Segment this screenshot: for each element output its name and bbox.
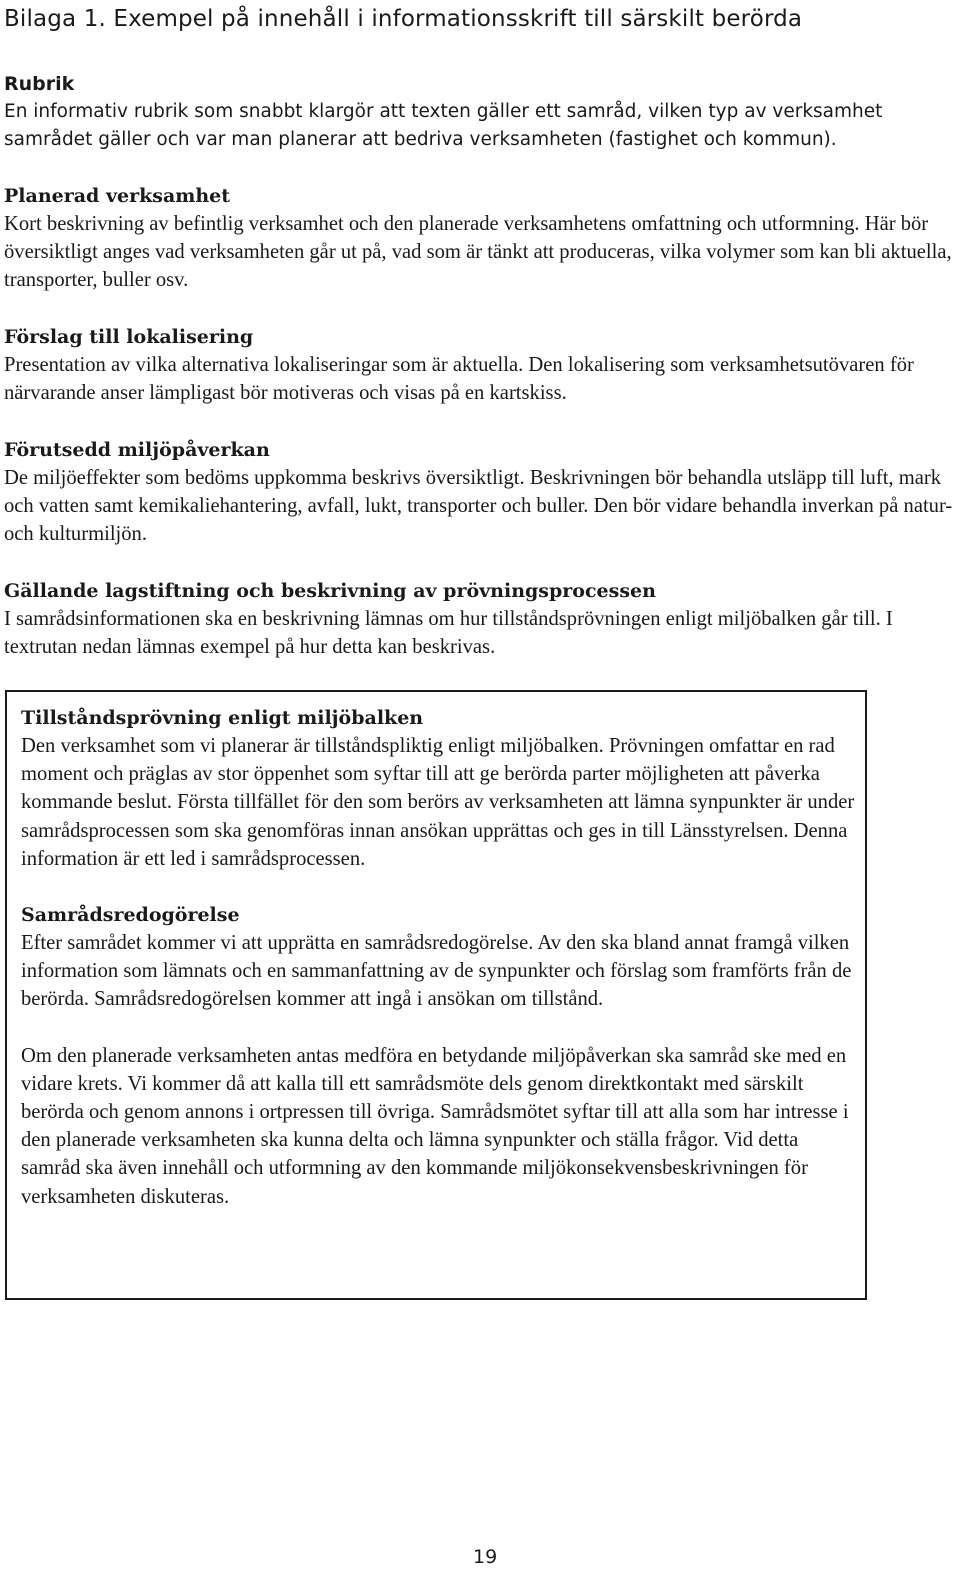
box-text: Den verksamhet som vi planerar är tillståndspliktig enligt miljöbalken. Prövningen omfattar en rad moment och präglas av stor öppenhet som syftar till att ge berörda parter möjligheten att påverka kommande beslut. Första tillfället för den som berörs av verksamheten att lämna synpunkter är under samrådsprocessen som ska genomföras innan ansökan upprättas och ges in till Länsstyrelsen. Denna information är ett led i samrådsprocessen. (21, 735, 855, 870)
section-forutsedd-miljopaverkan (4, 436, 954, 549)
box-heading: Samrådsredogörelse (21, 904, 240, 927)
section-heading: Gällande lagstiftning och beskrivning av prövningsprocessen (4, 580, 656, 602)
box-block-tillstandsprovning (21, 704, 856, 873)
box-block-samradsmote (21, 1042, 856, 1211)
info-text-box (5, 690, 867, 1300)
box-text: Om den planerade verksamheten antas medföra en betydande miljöpåverkan ska samråd ske med en vidare krets. Vi kommer då att kalla till ett samrådsmöte dels genom direktkontakt med särskilt berörda och genom annons i ortpressen till övriga. Samrådsmötet syftar till att alla som har intresse i den planerade verksamheten ska kunna delta och lämna synpunkter och ställa frågor. Vid detta samråd ska även innehåll och utformning av den kommande miljökonsekvensbeskrivningen för verksamheten diskuteras. (21, 1044, 849, 1208)
section-text: I samrådsinformationen ska en beskrivning lämnas om hur tillståndsprövningen enligt miljöbalken går till. I textrutan nedan lämnas exempel på hur detta kan beskrivas. (4, 608, 893, 659)
section-heading: Förutsedd miljöpåverkan (4, 439, 270, 461)
page-title: Bilaga 1. Exempel på innehåll i informationsskrift till särskilt berörda (4, 6, 803, 32)
page-number: 19 (473, 1546, 498, 1568)
section-heading: Planerad verksamhet (4, 185, 231, 207)
section-text: Kort beskrivning av befintlig verksamhet och den planerade verksamhetens omfattning och utformning. Här bör översiktligt anges vad verksamheten går ut på, vad som är tänkt att produceras, vilka volymer som kan bli aktuella, transporter, buller osv. (4, 213, 952, 292)
section-text: De miljöeffekter som bedöms uppkomma beskrivs översiktligt. Beskrivningen bör behandla utsläpp till luft, mark och vatten samt kemikaliehantering, avfall, lukt, transporter och buller. Den bör vidare behandla inverkan på natur- och kulturmiljön. (4, 467, 953, 546)
rubrik-heading: Rubrik (4, 73, 75, 95)
section-planerad-verksamhet (4, 182, 954, 295)
section-text: Presentation av vilka alternativa lokaliseringar som är aktuella. Den lokalisering som verksamhetsutövaren för närvarande anser lämpligast bör motiveras och visas på en kartskiss. (4, 354, 914, 405)
section-lagstiftning (4, 577, 954, 661)
box-text: Efter samrådet kommer vi att upprätta en samrådsredogörelse. Av den ska bland annat framgå vilken information som lämnats och en sammanfattning av de synpunkter och förslag som framförts från de berörda. Samrådsredogörelsen kommer att ingå i ansökan om tillstånd. (21, 932, 852, 1011)
section-heading: Förslag till lokalisering (4, 326, 254, 348)
box-heading: Tillståndsprövning enligt miljöbalken (21, 707, 424, 729)
rubrik-text: En informativ rubrik som snabbt klargör att texten gäller ett samråd, vilken typ av verksamhet samrådet gäller och var man planerar att bedriva verksamheten (fastighet och kommun). (4, 101, 883, 150)
section-forslag-lokalisering (4, 323, 954, 407)
box-block-samradsredogorelse (21, 901, 856, 1014)
